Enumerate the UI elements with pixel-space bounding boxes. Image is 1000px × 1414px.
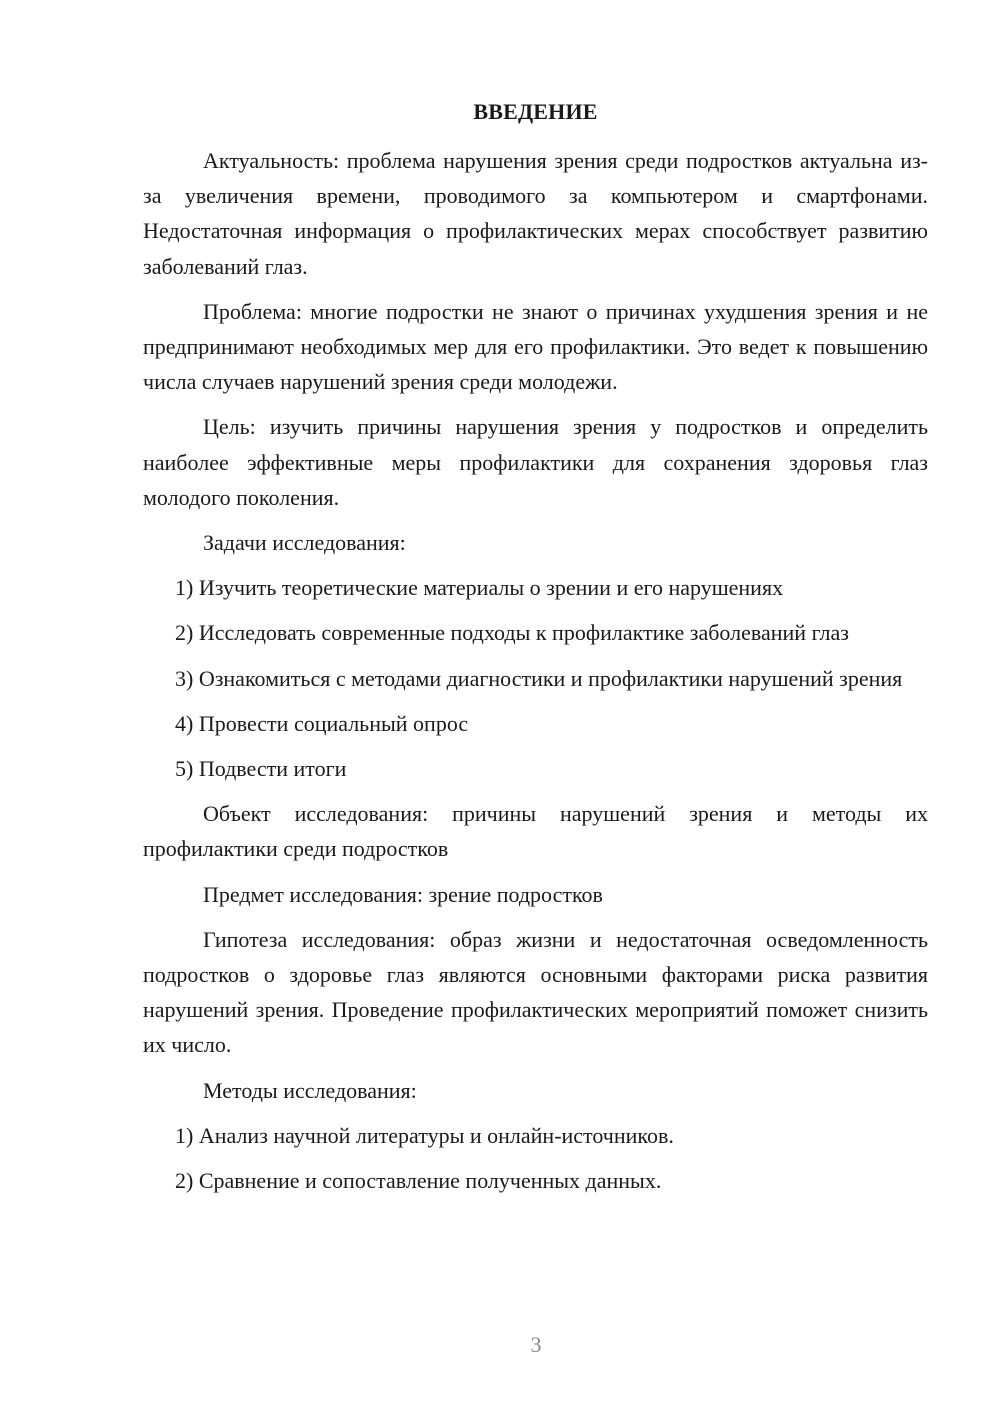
list-item-task-4: 4) Провести социальный опрос bbox=[175, 710, 469, 736]
methods-list bbox=[143, 1118, 928, 1198]
list-item-task-5: 5) Подвести итоги bbox=[175, 756, 347, 782]
list-item-method-1: 1) Анализ научной литературы и онлайн-источников. bbox=[175, 1122, 674, 1148]
page-title: ВВЕДЕНИЕ bbox=[473, 99, 598, 124]
document-body bbox=[143, 143, 928, 1208]
paragraph-object: Объект исследования: причины нарушений зрения и методы их профилактики среди подростков bbox=[143, 801, 928, 862]
list-item-task-1: 1) Изучить теоретические материалы о зрении и его нарушениях bbox=[175, 575, 784, 601]
paragraph-problem: Проблема: многие подростки не знают о причинах ухудшения зрения и не предпринимают необходимых мер для его профилактики. Это ведет к повышению числа случаев нарушений зрения среди молодежи. bbox=[143, 298, 928, 395]
tasks-heading: Задачи исследования: bbox=[203, 530, 406, 556]
list-item-task-2: 2) Исследовать современные подходы к профилактике заболеваний глаз bbox=[175, 620, 849, 646]
methods-heading: Методы исследования: bbox=[203, 1077, 417, 1103]
paragraph-goal: Цель: изучить причины нарушения зрения у подростков и определить наиболее эффективные меры профилактики для сохранения здоровья глаз молодого поколения. bbox=[143, 414, 928, 510]
list-item-method-2: 2) Сравнение и сопоставление полученных данных. bbox=[175, 1168, 662, 1194]
paragraph-relevance: Актуальность: проблема нарушения зрения среди подростков актуальна из-за увеличения времени, проводимого за компьютером и смартфонами. Недостаточная информация о профилактических мерах способствует развитию заболеваний глаз. bbox=[143, 148, 928, 279]
list-item-task-3: 3) Ознакомиться с методами диагностики и профилактики нарушений зрения bbox=[175, 665, 903, 691]
paragraph-subject: Предмет исследования: зрение подростков bbox=[203, 881, 603, 907]
page-number: 3 bbox=[530, 1332, 542, 1357]
paragraph-hypothesis: Гипотеза исследования: образ жизни и недостаточная осведомленность подростков о здоровье глаз являются основными факторами риска развития нарушений зрения. Проведение профилактических мероприятий поможет снизить их число. bbox=[143, 926, 928, 1058]
tasks-list bbox=[143, 570, 928, 786]
